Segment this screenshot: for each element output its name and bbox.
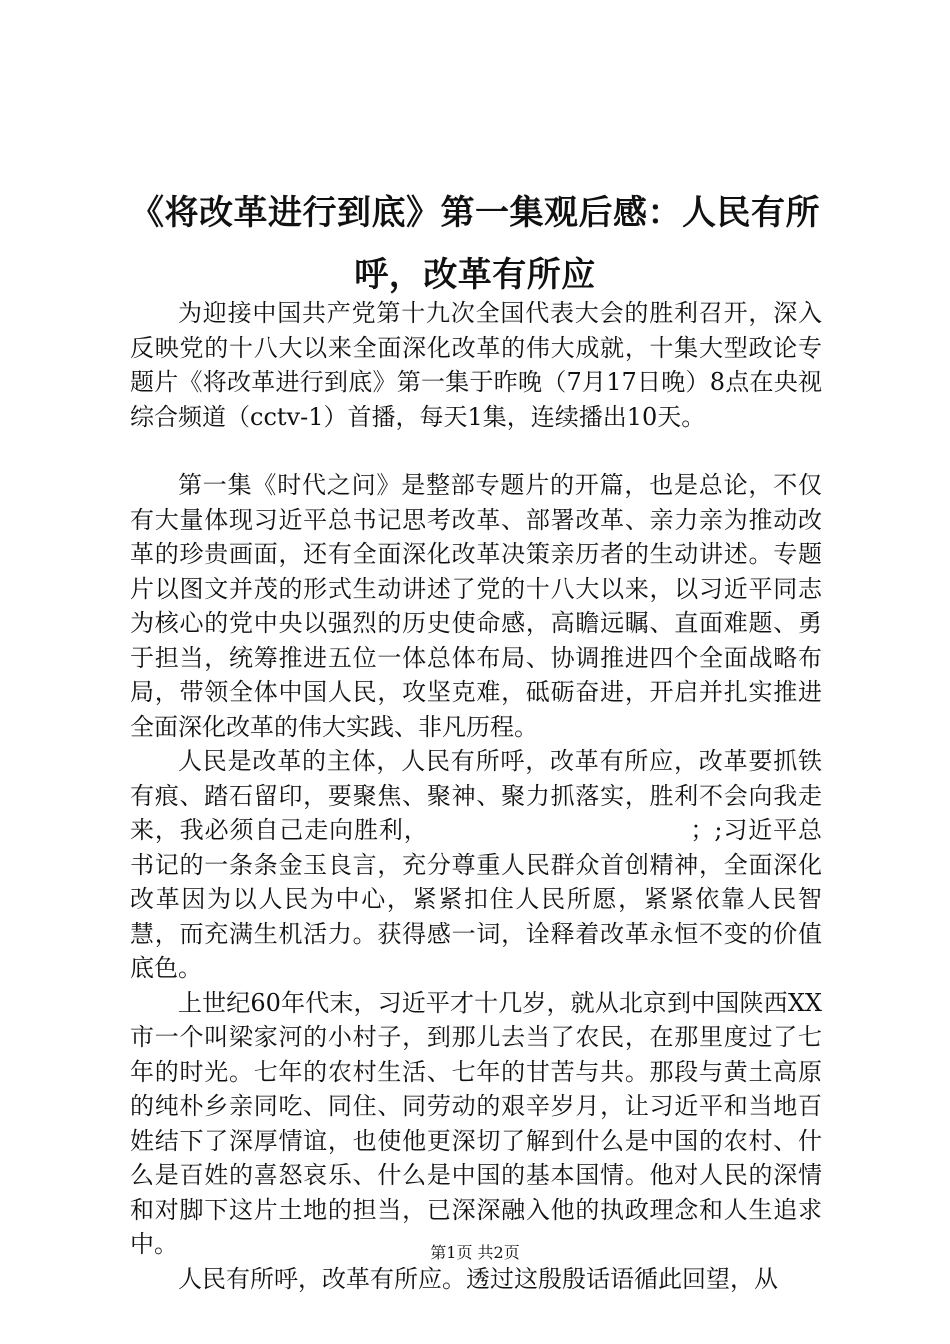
paragraph-1: 为迎接中国共产党第十九次全国代表大会的胜利召开，深入反映党的十八大以来全面深化改革的伟大成就，十集大型政论专题片《将改革进行到底》第一集于昨晚（7月17日晚）8点在央视综合频道（cctv-1）首播，每天1集，连续播出10天。	[130, 299, 822, 431]
document-title: 《将改革进行到底》第一集观后感：人民有所呼，改革有所应	[130, 193, 820, 295]
paragraph-4: 上世纪60年代末，习近平才十几岁，就从北京到中国陕西XX市一个叫梁家河的小村子，到那儿去当了农民，在那里度过了七年的时光。七年的农村生活、七年的甘苦与共。那段与黄土高原的纯朴乡亲同吃、同住、同劳动的艰辛岁月，让习近平和当地百姓结下了深厚情谊，也使他更深切了解到什么是中国的农村、什么是百姓的喜怒哀乐、什么是中国的基本国情。他对人民的深情和对脚下这片土地的担当，已深深融入他的执政理念和人生追求中。	[130, 988, 822, 1258]
document-body	[130, 296, 822, 1296]
paragraph-3: 人民是改革的主体，人民有所呼，改革有所应，改革要抓铁有痕、踏石留印，要聚焦、聚神、聚力抓落实，胜利不会向我走来，我必须自己走向胜利， ；;习近平总书记的一条条金玉良言，充分尊重人民群众首创精神，全面深化改革因为以人民为中心，紧紧扣住人民所愿，紧紧依靠人民智慧，而充满生机活力。获得感一词，诠释着改革永恒不变的价值底色。	[130, 747, 822, 982]
paragraph-5: 人民有所呼，改革有所应。透过这殷殷话语循此回望，从	[178, 1264, 778, 1293]
page-number-footer: 第1页 共2页	[430, 1243, 520, 1262]
paragraph-2: 第一集《时代之问》是整部专题片的开篇，也是总论，不仅有大量体现习近平总书记思考改革、部署改革、亲力亲为推动改革的珍贵画面，还有全面深化改革决策亲历者的生动讲述。专题片以图文并茂的形式生动讲述了党的十八大以来，以习近平同志为核心的党中央以强烈的历史使命感，高瞻远瞩、直面难题、勇于担当，统筹推进五位一体总体布局、协调推进四个全面战略布局，带领全体中国人民，攻坚克难，砥砺奋进，开启并扎实推进全面深化改革的伟大实践、非凡历程。	[130, 471, 822, 741]
